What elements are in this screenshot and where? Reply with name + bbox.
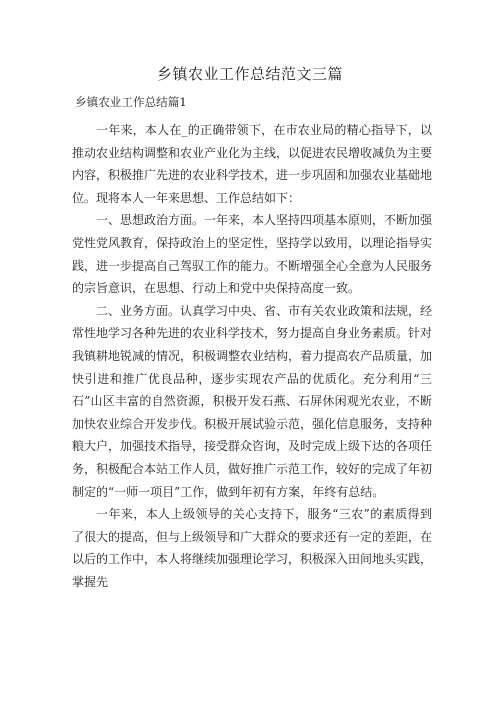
paragraph-closing: 一年来，本人上级领导的关心支持下，服务“三农”的素质得到了很大的提高，但与上级领导和广大群众的要求还有一定的差距，在以后的工作中，本人将继续加强理论学习，积极深入田间地头实践，掌握先 [72, 507, 433, 589]
paragraph-intro: 一年来，本人在_的正确带领下，在市农业局的精心指导下，以推动农业结构调整和农业产业化为主线，以促进农民增收减负为主要内容，积极推广先进的农业科学技术，进一步巩固和加强农业基础地位。现将本人一年来思想、工作总结如下： [72, 123, 433, 205]
paragraph-political: 一、思想政治方面。一年来，本人坚持四项基本原则，不断加强党性党风教育，保持政治上的坚定性，坚持学以致用，以理论指导实践，进一步提高自己驾驭工作的能力。不断增强全心全意为人民服务的宗旨意识，在思想、行动上和党中央保持高度一致。 [72, 213, 433, 296]
paragraph-business: 二、业务方面。认真学习中央、省、市有关农业政策和法规，经常性地学习各种先进的农业科学技术，努力提高自身业务素质。针对我镇耕地锐减的情况，积极调整农业结构，着力提高农产品质量，加快引进和推广优良品种，逐步实现农产品的优质化。充分利用“三石”山区丰富的自然资源，积极开发石燕、石屏休闲观光农业，不断加快农业综合开发步伐。积极开展试验示范，强化信息服务，支持种粮大户，加强技术指导，接受群众咨询，及时完成上级下达的各项任务，积极配合本站工作人员，做好推广示范工作，较好的完成了年初制定的“一师一项目”工作，做到年初有方案，年终有总结。 [72, 303, 433, 499]
document-title: 乡镇农业工作总结范文三篇 [156, 65, 343, 83]
document-body [72, 119, 432, 593]
section-heading: 乡镇农业工作总结篇1 [75, 95, 187, 109]
